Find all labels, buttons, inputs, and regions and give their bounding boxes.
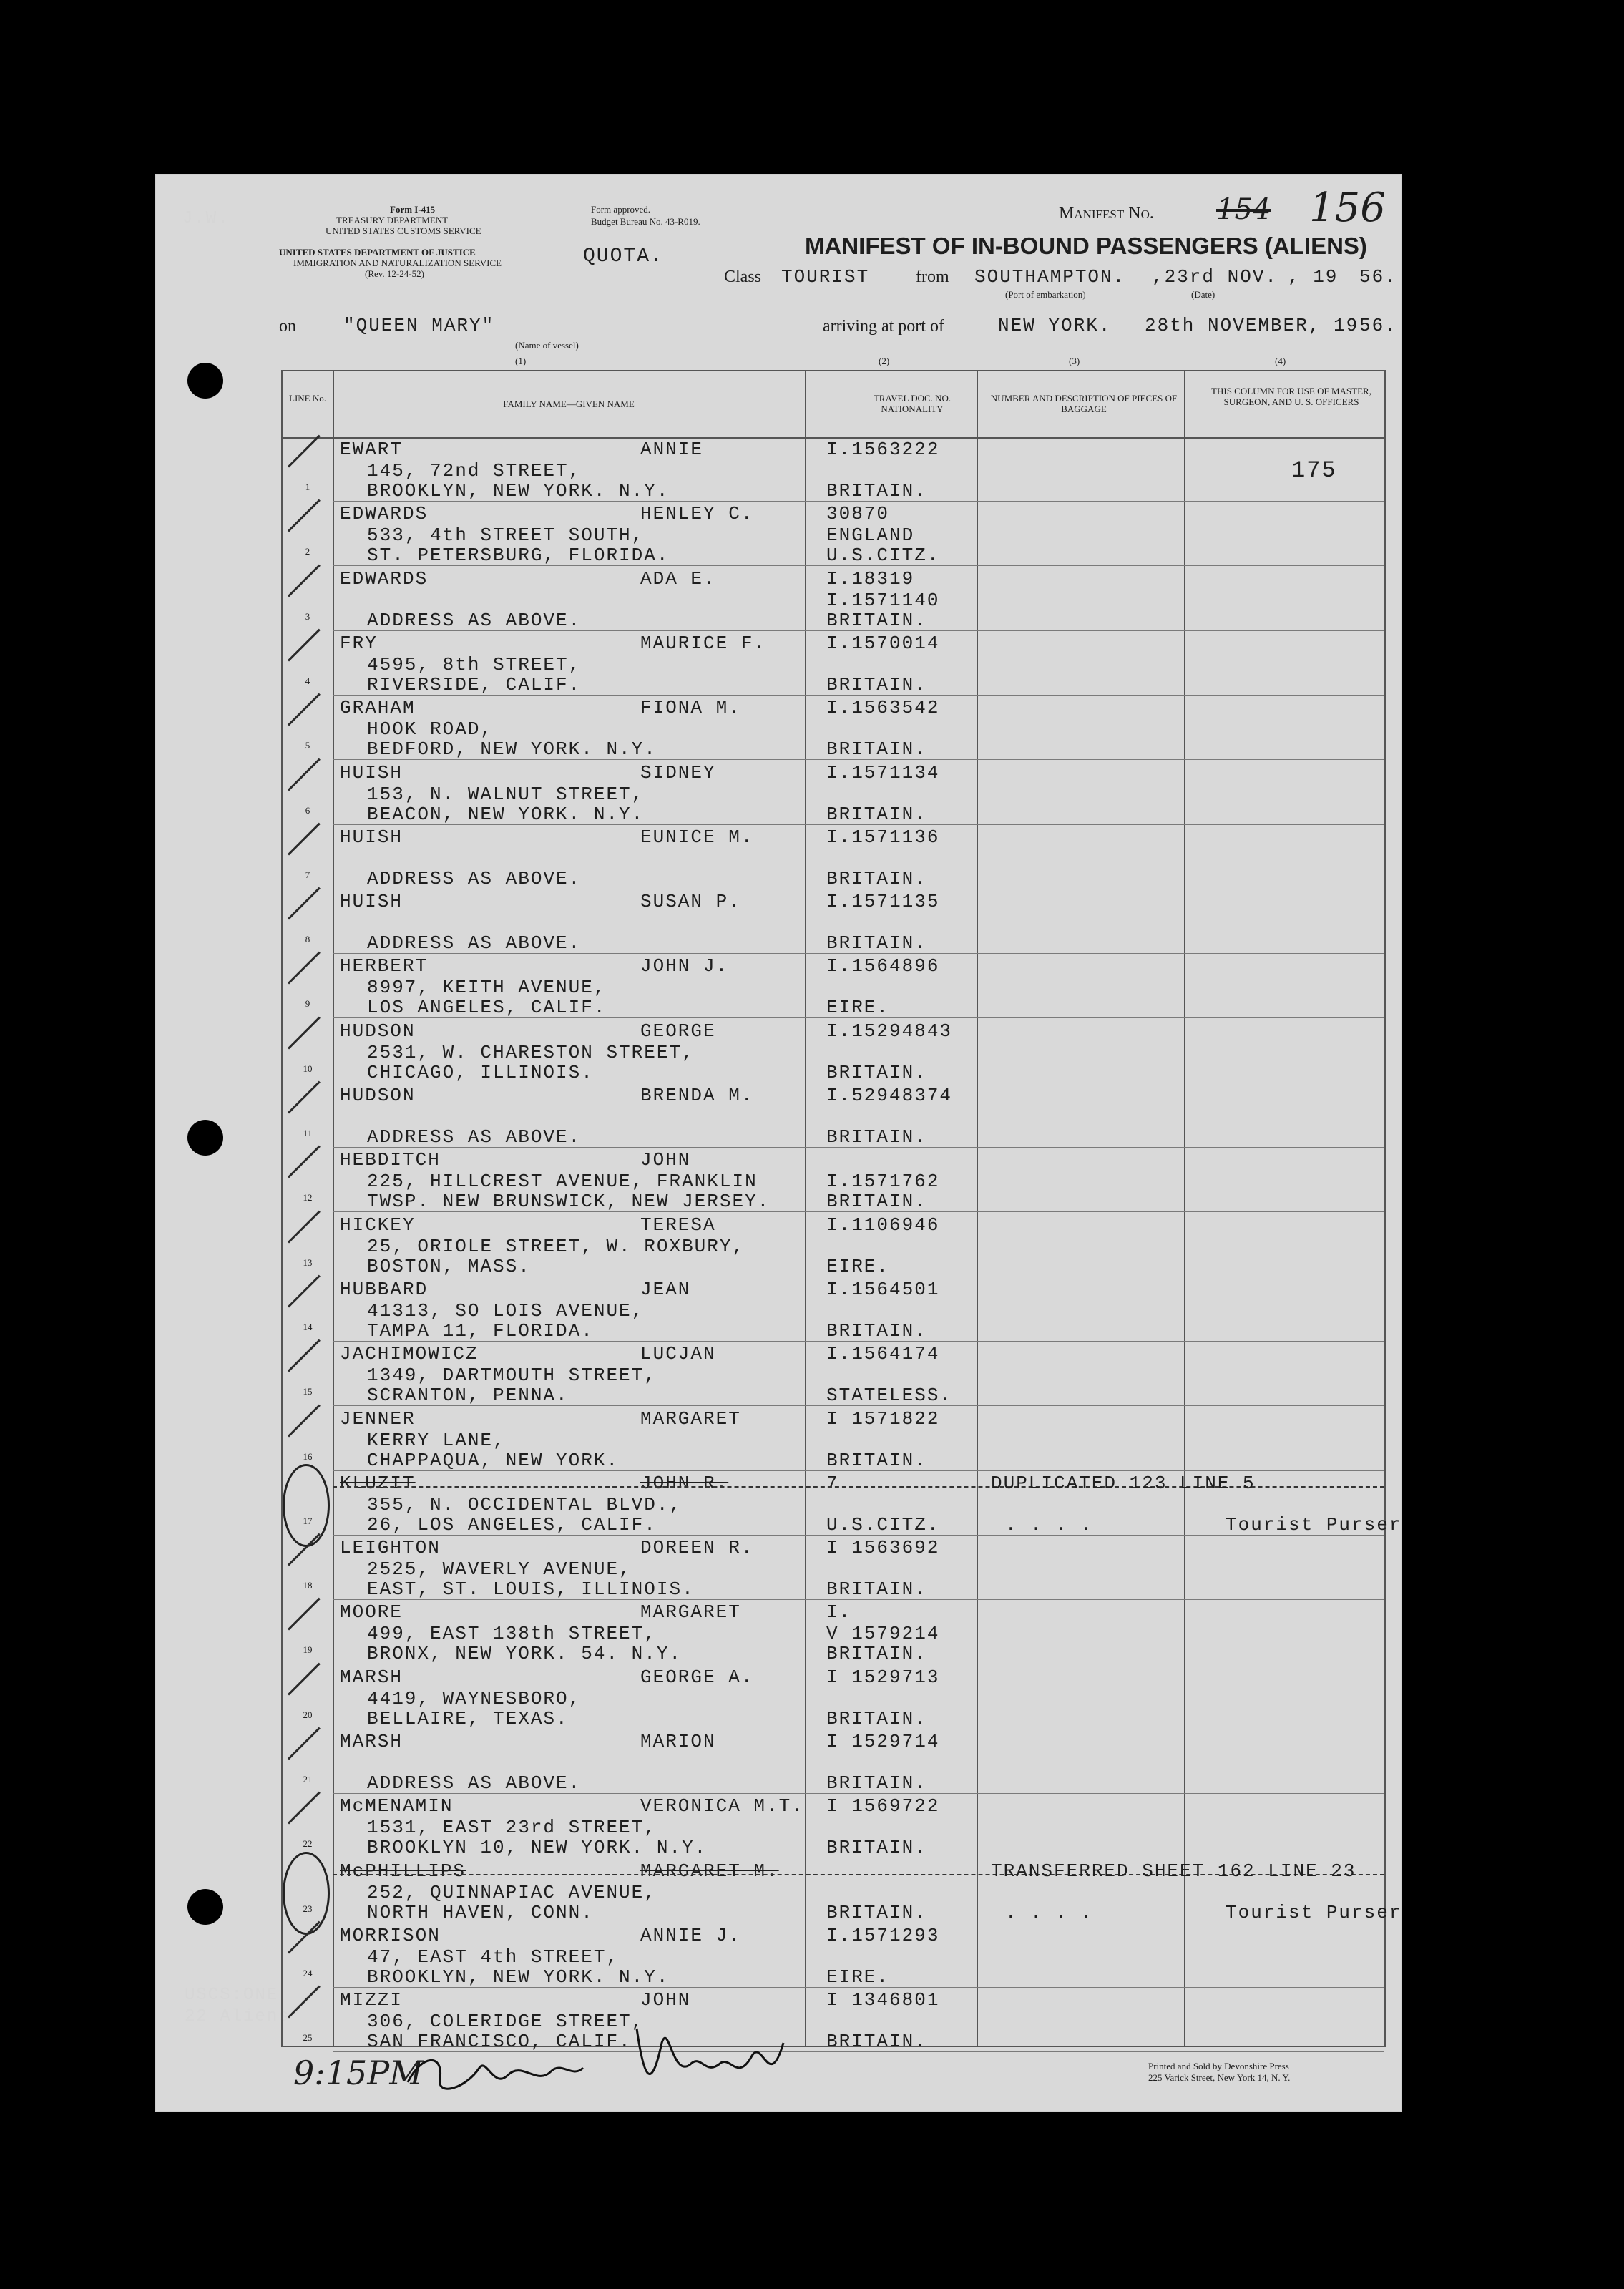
table-row	[283, 1923, 1384, 1988]
given-name: MARGARET M.	[640, 1860, 779, 1882]
line-number: 19	[303, 1644, 313, 1656]
address-line-2: ST. PETERSBURG, FLORIDA.	[367, 545, 670, 567]
travel-doc-number: I.1564896	[826, 955, 940, 977]
given-name: SUSAN P.	[640, 891, 741, 913]
inspection-tick	[288, 1274, 321, 1307]
travel-doc-number: 30870	[826, 503, 890, 525]
line-number: 25	[303, 2032, 313, 2044]
address-line-2: SCRANTON, PENNA.	[367, 1385, 569, 1407]
nationality: EIRE.	[826, 1255, 890, 1277]
address-line-2: ADDRESS AS ABOVE.	[367, 932, 582, 955]
line-number: 21	[303, 1774, 313, 1785]
nationality: BRITAIN.	[826, 803, 927, 825]
line-number: 3	[305, 610, 310, 622]
nationality: BRITAIN.	[826, 1449, 927, 1471]
address-line-2: CHAPPAQUA, NEW YORK.	[367, 1449, 620, 1471]
embark-date: ,23rd NOV.	[1152, 266, 1278, 288]
address-line-1: 145, 72nd STREET,	[367, 460, 582, 482]
family-name: HICKEY	[340, 1214, 416, 1236]
inspection-tick	[288, 758, 321, 791]
given-name: JEAN	[640, 1278, 691, 1300]
line-number: 10	[303, 1063, 313, 1074]
address-line-1: 4595, 8th STREET,	[367, 653, 582, 675]
travel-doc-number: I.1571293	[826, 1924, 940, 1946]
purser-title: Tourist Purser	[1226, 1513, 1402, 1536]
address-line-2: ADDRESS AS ABOVE.	[367, 609, 582, 631]
port-of-embarkation: SOUTHAMPTON.	[974, 266, 1126, 288]
from-label: from	[916, 268, 949, 286]
travel-doc-number: I.	[826, 1601, 852, 1624]
travel-doc-secondary: ENGLAND	[826, 524, 915, 547]
nationality: STATELESS.	[826, 1385, 953, 1407]
punch-hole-bottom	[187, 1889, 223, 1925]
inspector-signature-2	[622, 2014, 794, 2107]
port-caption: (Port of embarkation)	[1005, 289, 1086, 300]
line-number: 15	[303, 1386, 313, 1397]
address-line-2: TAMPA 11, FLORIDA.	[367, 1319, 594, 1342]
given-name: TERESA	[640, 1214, 716, 1236]
nationality: BRITAIN.	[826, 1319, 927, 1342]
manifest-title: MANIFEST OF IN-BOUND PASSENGERS (ALIENS)	[805, 233, 1367, 259]
given-name: HENLEY C.	[640, 503, 754, 525]
arrival-date: 28th NOVEMBER, 19	[1145, 315, 1359, 336]
address-line-2: NORTH HAVEN, CONN.	[367, 1901, 594, 1923]
inspector-signature-1	[401, 2046, 587, 2104]
address-line-1: 153, N. WALNUT STREET,	[367, 783, 645, 805]
travel-doc-number: I 1346801	[826, 1989, 940, 2011]
address-line-2: BELLAIRE, TEXAS.	[367, 1707, 569, 1729]
address-line-1: 1349, DARTMOUTH STREET,	[367, 1365, 657, 1387]
printer-line-2: 225 Varick Street, New York 14, N. Y.	[1148, 2072, 1291, 2083]
line-number: 11	[303, 1128, 313, 1138]
line-number: 6	[305, 804, 310, 816]
inspection-tick	[288, 1404, 321, 1437]
family-name: HUDSON	[340, 1085, 416, 1106]
line-number: 1	[305, 482, 310, 492]
arrival-port: NEW YORK.	[998, 315, 1112, 336]
travel-doc-secondary: I.1571762	[826, 1171, 940, 1193]
table-row	[283, 1536, 1384, 1600]
line-number: 9	[305, 998, 310, 1010]
line-number: 17	[303, 1515, 313, 1526]
travel-doc-secondary: I.1571140	[826, 589, 940, 611]
nationality: BRITAIN.	[826, 2031, 927, 2053]
nationality: BRITAIN.	[826, 1707, 927, 1729]
manifest-no-label: Manifest No.	[1059, 204, 1154, 223]
family-name: McPHILLIPS	[340, 1860, 466, 1882]
table-row	[283, 954, 1384, 1018]
address-line-1: 533, 4th STREET SOUTH,	[367, 524, 645, 547]
margin-initials: J.W.	[182, 209, 230, 228]
given-name: EUNICE M.	[640, 826, 754, 848]
travel-doc-number: I 1571822	[826, 1407, 940, 1430]
line-number: 24	[303, 1967, 313, 1978]
address-line-1: 355, N. OCCIDENTAL BLVD.,	[367, 1493, 683, 1516]
given-name: FIONA M.	[640, 697, 741, 719]
table-row	[283, 761, 1384, 825]
given-name: JOHN	[640, 1149, 691, 1171]
purser-note: DUPLICATED 123 LINE 5	[991, 1472, 1256, 1494]
date-caption: (Date)	[1191, 289, 1215, 300]
nationality: EIRE.	[826, 997, 890, 1019]
nationality: BRITAIN.	[826, 1578, 927, 1601]
class-value: TOURIST	[781, 266, 870, 288]
signature-time: 9:15PM	[293, 2054, 424, 2092]
travel-doc-number: 7	[826, 1472, 839, 1494]
purser-title: Tourist Purser	[1226, 1901, 1402, 1923]
table-row	[283, 1859, 1402, 1923]
purser-note: TRANSFERRED SHEET 162 LINE 23	[991, 1860, 1356, 1882]
given-name: ANNIE	[640, 439, 704, 460]
family-name: HERBERT	[340, 955, 429, 977]
nationality: BRITAIN.	[826, 1061, 927, 1083]
class-label: Class	[724, 268, 762, 286]
table-row	[283, 1213, 1384, 1277]
nationality: BRITAIN.	[826, 673, 927, 696]
header-line-no: LINE No.	[289, 393, 326, 404]
nationality: BRITAIN.	[826, 1643, 927, 1665]
table-row	[283, 1729, 1384, 1794]
travel-doc-number: I.1571136	[826, 826, 940, 848]
given-name: GEORGE	[640, 1020, 716, 1042]
table-row	[283, 567, 1384, 631]
inspection-tick	[288, 1598, 321, 1631]
line-number: 4	[305, 675, 310, 686]
address-line-2: TWSP. NEW BRUNSWICK, NEW JERSEY.	[367, 1191, 771, 1213]
family-name: HUISH	[340, 826, 403, 848]
arrival-year: 56.	[1359, 315, 1397, 336]
address-line-2: ADDRESS AS ABOVE.	[367, 1772, 582, 1794]
line-number: 18	[303, 1580, 313, 1591]
address-line-1: 47, EAST 4th STREET,	[367, 1946, 620, 1968]
inspection-tick	[288, 887, 321, 920]
vessel-name: "QUEEN MARY"	[343, 315, 495, 336]
family-name: MARSH	[340, 1731, 403, 1752]
line-number: 7	[305, 869, 310, 880]
vessel-caption: (Name of vessel)	[515, 340, 579, 351]
given-name: MARION	[640, 1731, 716, 1752]
travel-doc-number: I.1564501	[826, 1278, 940, 1300]
given-name: GEORGE A.	[640, 1666, 754, 1688]
table-row	[283, 1148, 1384, 1212]
line-number: 2	[305, 546, 310, 557]
table-row	[283, 1471, 1402, 1536]
nationality: U.S.CITZ.	[826, 1513, 940, 1536]
punch-hole-top	[187, 363, 223, 399]
cancel-circle	[283, 1852, 330, 1935]
travel-doc-number: I 1569722	[826, 1795, 940, 1817]
printer-line-1: Printed and Sold by Devonshire Press	[1148, 2061, 1289, 2071]
approval-line-1: Form approved.	[591, 204, 651, 215]
embark-year: 56.	[1359, 266, 1397, 288]
travel-doc-number: I.1571134	[826, 761, 940, 784]
given-name: LUCJAN	[640, 1343, 716, 1365]
family-name: MARSH	[340, 1666, 403, 1688]
address-line-2: CHICAGO, ILLINOIS.	[367, 1061, 594, 1083]
nationality: BRITAIN.	[826, 480, 927, 502]
travel-doc-number: I.1570014	[826, 632, 940, 654]
family-name: MIZZI	[340, 1989, 403, 2011]
table-row	[283, 1665, 1384, 1729]
travel-doc-number: I.1106946	[826, 1214, 940, 1236]
travel-doc-number: I 1529713	[826, 1666, 940, 1688]
col-number-4: (4)	[1275, 356, 1286, 366]
table-row	[283, 1794, 1384, 1858]
inspection-tick	[288, 1146, 321, 1178]
table-row	[283, 631, 1384, 696]
address-line-2: BOSTON, MASS.	[367, 1255, 531, 1277]
family-name: FRY	[340, 632, 378, 654]
justice-line-3: (Rev. 12-24-52)	[365, 268, 424, 279]
purser-dots: . . . .	[1005, 1513, 1094, 1536]
margin-tally-line1: USCS:ONE	[185, 1986, 279, 2005]
address-line-2: EAST, ST. LOUIS, ILLINOIS.	[367, 1578, 695, 1601]
family-name: EDWARDS	[340, 503, 429, 525]
inspection-tick	[288, 499, 321, 532]
header-officers: THIS COLUMN FOR USE OF MASTER, SURGEON, AND U. S. OFFICERS	[1211, 386, 1371, 407]
travel-doc-number: I 1563692	[826, 1537, 940, 1559]
justice-line-2: IMMIGRATION AND NATURALIZATION SERVICE	[293, 258, 502, 268]
table-row	[283, 1600, 1384, 1664]
inspection-tick	[288, 952, 321, 985]
officer-count: 175	[1291, 457, 1337, 484]
nationality: BRITAIN.	[826, 738, 927, 761]
travel-doc-number: I.52948374	[826, 1085, 953, 1106]
table-row	[283, 825, 1384, 889]
nationality: BRITAIN.	[826, 932, 927, 955]
line-number: 13	[303, 1256, 313, 1268]
address-line-1: 2525, WAVERLY AVENUE,	[367, 1558, 632, 1581]
line-number: 14	[303, 1321, 313, 1332]
nationality: U.S.CITZ.	[826, 545, 940, 567]
address-line-1: 499, EAST 138th STREET,	[367, 1623, 657, 1645]
travel-doc-number: I.1563222	[826, 439, 940, 460]
given-name: ANNIE J.	[640, 1924, 741, 1946]
family-name: MOORE	[340, 1601, 403, 1624]
col-number-1: (1)	[515, 356, 527, 366]
family-name: LEIGHTON	[340, 1537, 441, 1559]
agency-line-2: UNITED STATES CUSTOMS SERVICE	[326, 225, 481, 236]
given-name: JOHN	[640, 1989, 691, 2011]
nationality: BRITAIN.	[826, 1191, 927, 1213]
given-name: JOHN R.	[640, 1472, 729, 1494]
cancel-circle	[283, 1464, 330, 1547]
travel-doc-number: I.1571135	[826, 891, 940, 913]
nationality: BRITAIN.	[826, 609, 927, 631]
address-line-1: 2531, W. CHARESTON STREET,	[367, 1041, 695, 1063]
nationality: BRITAIN.	[826, 1126, 927, 1148]
table-row	[283, 696, 1384, 760]
inspection-tick	[288, 1986, 321, 2019]
family-name: HUDSON	[340, 1020, 416, 1042]
agency-line-1: TREASURY DEPARTMENT	[336, 215, 449, 225]
address-line-2: BEDFORD, NEW YORK. N.Y.	[367, 738, 657, 761]
address-line-1: 252, QUINNAPIAC AVENUE,	[367, 1881, 657, 1903]
given-name: BRENDA M.	[640, 1085, 754, 1106]
inspection-tick	[288, 564, 321, 597]
inspection-tick	[288, 628, 321, 661]
quota-stamp: QUOTA.	[583, 245, 664, 268]
passenger-table	[281, 370, 1402, 2053]
family-name: HUBBARD	[340, 1278, 429, 1300]
table-row	[283, 1342, 1384, 1406]
line-number: 5	[305, 740, 310, 751]
line-number: 20	[303, 1709, 313, 1720]
inspection-tick	[288, 435, 321, 468]
table-row	[283, 1407, 1384, 1471]
given-name: MAURICE F.	[640, 632, 767, 654]
address-line-1: HOOK ROAD,	[367, 718, 494, 741]
manifest-no-struck: 154	[1216, 193, 1271, 226]
header-name: FAMILY NAME—GIVEN NAME	[503, 399, 635, 409]
arriving-label: arriving at port of	[823, 317, 944, 336]
address-line-2: SAN FRANCISCO, CALIF.	[367, 2031, 632, 2053]
address-line-2: BROOKLYN 10, NEW YORK. N.Y.	[367, 1837, 708, 1859]
line-number: 23	[303, 1903, 313, 1914]
approval-line-2: Budget Bureau No. 43-R019.	[591, 216, 700, 227]
table-row	[283, 502, 1384, 566]
inspection-tick	[288, 1210, 321, 1243]
col-number-2: (2)	[879, 356, 890, 366]
nationality: EIRE.	[826, 1966, 890, 1988]
line-number: 22	[303, 1838, 313, 1850]
address-line-1: 225, HILLCREST AVENUE, FRANKLIN	[367, 1171, 758, 1193]
travel-doc-number: I.1563542	[826, 697, 940, 719]
punch-hole-middle	[187, 1120, 223, 1156]
address-line-2: BROOKLYN, NEW YORK. N.Y.	[367, 480, 670, 502]
table-row	[283, 1019, 1384, 1083]
form-number: Form I-415	[390, 204, 436, 215]
table-row	[283, 1277, 1384, 1342]
embark-year-prefix: , 19	[1288, 266, 1339, 288]
travel-doc-secondary: V 1579214	[826, 1623, 940, 1645]
address-line-2: BROOKLYN, NEW YORK. N.Y.	[367, 1966, 670, 1988]
address-line-1: 41313, SO LOIS AVENUE,	[367, 1299, 645, 1322]
on-label: on	[279, 317, 296, 336]
family-name: McMENAMIN	[340, 1795, 454, 1817]
family-name: HUISH	[340, 761, 403, 784]
line-number: 16	[303, 1450, 313, 1462]
table-row	[283, 1083, 1384, 1148]
given-name: MARGARET	[640, 1407, 741, 1430]
nationality: BRITAIN.	[826, 1772, 927, 1794]
address-line-2: ADDRESS AS ABOVE.	[367, 867, 582, 889]
address-line-1: 4419, WAYNESBORO,	[367, 1687, 582, 1709]
address-line-2: LOS ANGELES, CALIF.	[367, 997, 607, 1019]
line-number: 12	[303, 1192, 313, 1204]
address-line-2: ADDRESS AS ABOVE.	[367, 1126, 582, 1148]
family-name: HEBDITCH	[340, 1149, 441, 1171]
nationality: BRITAIN.	[826, 867, 927, 889]
travel-doc-number: I.18319	[826, 567, 915, 590]
address-line-1: 8997, KEITH AVENUE,	[367, 977, 607, 999]
given-name: SIDNEY	[640, 761, 716, 784]
inspection-tick	[288, 1920, 321, 1953]
travel-doc-number: I.1564174	[826, 1343, 940, 1365]
address-line-2: BEACON, NEW YORK. N.Y.	[367, 803, 645, 825]
table-row	[283, 889, 1384, 954]
family-name: HUISH	[340, 891, 403, 913]
margin-tally-line2: 22 Aliens	[185, 2007, 290, 2026]
travel-doc-number: I.15294843	[826, 1020, 953, 1042]
table-row	[283, 437, 1384, 502]
inspection-tick	[288, 1727, 321, 1760]
address-line-1: 25, ORIOLE STREET, W. ROXBURY,	[367, 1235, 745, 1257]
purser-dots: . . . .	[1005, 1901, 1094, 1923]
address-line-1: 1531, EAST 23rd STREET,	[367, 1817, 657, 1839]
given-name: JOHN J.	[640, 955, 729, 977]
travel-doc-number: I 1529714	[826, 1731, 940, 1752]
family-name: KLUZIT	[340, 1472, 416, 1494]
col-number-3: (3)	[1069, 356, 1080, 366]
header-baggage: NUMBER AND DESCRIPTION OF PIECES OF BAGGAGE	[990, 393, 1178, 414]
manifest-no: 156	[1309, 185, 1386, 231]
inspection-tick	[288, 1533, 321, 1566]
inspection-tick	[288, 1339, 321, 1372]
address-line-1: KERRY LANE,	[367, 1429, 506, 1451]
family-name: EWART	[340, 439, 403, 460]
address-line-2: BRONX, NEW YORK. 54. N.Y.	[367, 1643, 683, 1665]
family-name: JACHIMOWICZ	[340, 1343, 479, 1365]
justice-line-1: UNITED STATES DEPARTMENT OF JUSTICE	[279, 247, 476, 258]
nationality: BRITAIN.	[826, 1901, 927, 1923]
given-name: ADA E.	[640, 567, 716, 590]
address-line-2: 26, LOS ANGELES, CALIF.	[367, 1513, 657, 1536]
header-travel-doc: TRAVEL DOC. NO. NATIONALITY	[873, 393, 952, 414]
inspection-tick	[288, 1662, 321, 1695]
line-number: 8	[305, 934, 310, 945]
inspection-tick	[288, 1792, 321, 1825]
family-name: EDWARDS	[340, 567, 429, 590]
family-name: MORRISON	[340, 1924, 441, 1946]
address-line-2: RIVERSIDE, CALIF.	[367, 673, 582, 696]
given-name: VERONICA M.T.	[640, 1795, 804, 1817]
inspection-tick	[288, 822, 321, 855]
address-line-1: 306, COLERIDGE STREET,	[367, 2011, 645, 2033]
inspection-tick	[288, 1081, 321, 1114]
inspection-tick	[288, 693, 321, 726]
family-name: JENNER	[340, 1407, 416, 1430]
family-name: GRAHAM	[340, 697, 416, 719]
nationality: BRITAIN.	[826, 1837, 927, 1859]
table-row	[283, 1988, 1384, 2052]
inspection-tick	[288, 1016, 321, 1049]
given-name: MARGARET	[640, 1601, 741, 1624]
given-name: DOREEN R.	[640, 1537, 754, 1559]
